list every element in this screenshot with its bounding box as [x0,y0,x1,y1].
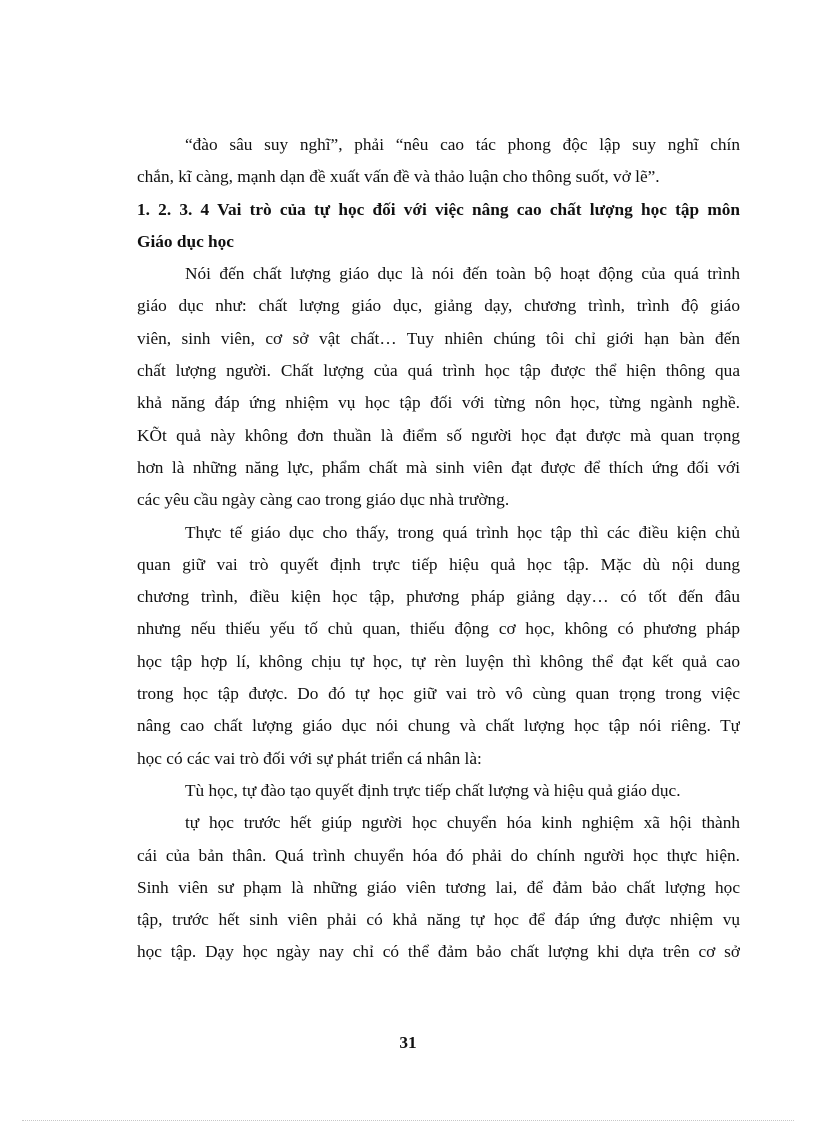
text-line: Thực tế giáo dục cho thấy, trong quá trình học tập thì các điều kiện chủ [185,522,740,542]
document-body [137,129,740,969]
text-line: Tù học, tự đào tạo quyết định trực tiếp chất lượng và hiệu quả giáo dục. [185,780,681,800]
section-heading: Giáo dục học [137,231,234,251]
text-line: tự học trước hết giúp người học chuyển hóa kinh nghiệm xã hội thành [185,813,740,833]
text-line: “đào sâu suy nghĩ”, phải “nêu cao tác phong độc lập suy nghĩ chín [185,135,740,154]
text-line: cái của bản thân. Quá trình chuyển hóa đó phải do chính người học thực hiện. [137,845,740,865]
text-line: hơn là những năng lực, phẩm chất mà sinh viên đạt được để thích ứng đối với [137,457,740,477]
text-line: quan giữ vai trò quyết định trực tiếp hiệu quả học tập. Mặc dù nội dung [137,554,740,574]
text-line: trong học tập được. Do đó tự học giữ vai trò vô cùng quan trọng trong việc [137,684,740,704]
text-line: KÕt quả này không đơn thuần là điểm số người học đạt được mà quan trọng [137,425,740,445]
text-line: học tập. Dạy học ngày nay chỉ có thể đảm bảo chất lượng khi dựa trên cơ sở [137,942,740,962]
text-line: nâng cao chất lượng giáo dục nói chung và chất lượng học tập nói riêng. Tự [137,716,740,736]
text-line: nhưng nếu thiếu yếu tố chủ quan, thiếu động cơ học, không có phương pháp [137,619,740,639]
section-heading: 1. 2. 3. 4 Vai trò của tự học đối với việc nâng cao chất lượng học tập môn [137,199,740,219]
page-number: 31 [399,1033,417,1052]
text-line: các yêu cầu ngày càng cao trong giáo dục nhà trường. [137,490,510,510]
page-bottom-divider [22,1120,794,1121]
text-line: chắn, kĩ càng, mạnh dạn đề xuất vấn đề và thảo luận cho thông suốt, vở lẽ”. [137,167,660,187]
text-line: chương trình, điều kiện học tập, phương pháp giảng dạy… có tốt đến đâu [137,587,740,607]
text-line: Nói đến chất lượng giáo dục là nói đến toàn bộ hoạt động của quá trình [185,264,740,284]
text-line: chất lượng người. Chất lượng của quá trình học tập được thể hiện thông qua [137,361,740,381]
text-line: giáo dục như: chất lượng giáo dục, giảng dạy, chương trình, trình độ giáo [137,296,740,316]
text-line: khả năng đáp ứng nhiệm vụ học tập đối với từng nôn học, từng ngành nghề. [137,393,740,413]
text-line: viên, sinh viên, cơ sở vật chất… Tuy nhiên chúng tôi chỉ giới hạn bàn đến [137,328,740,348]
text-line: học tập hợp lí, không chịu tự học, tự rèn luyện thì không thể đạt kết quả cao [137,651,740,671]
text-line: học có các vai trò đối với sự phát triển cá nhân là: [137,748,482,768]
text-line: Sinh viên sư phạm là những giáo viên tương lai, để đảm bảo chất lượng học [137,877,740,897]
text-line: tập, trước hết sinh viên phải có khả năng tự học để đáp ứng được nhiệm vụ [137,910,740,930]
